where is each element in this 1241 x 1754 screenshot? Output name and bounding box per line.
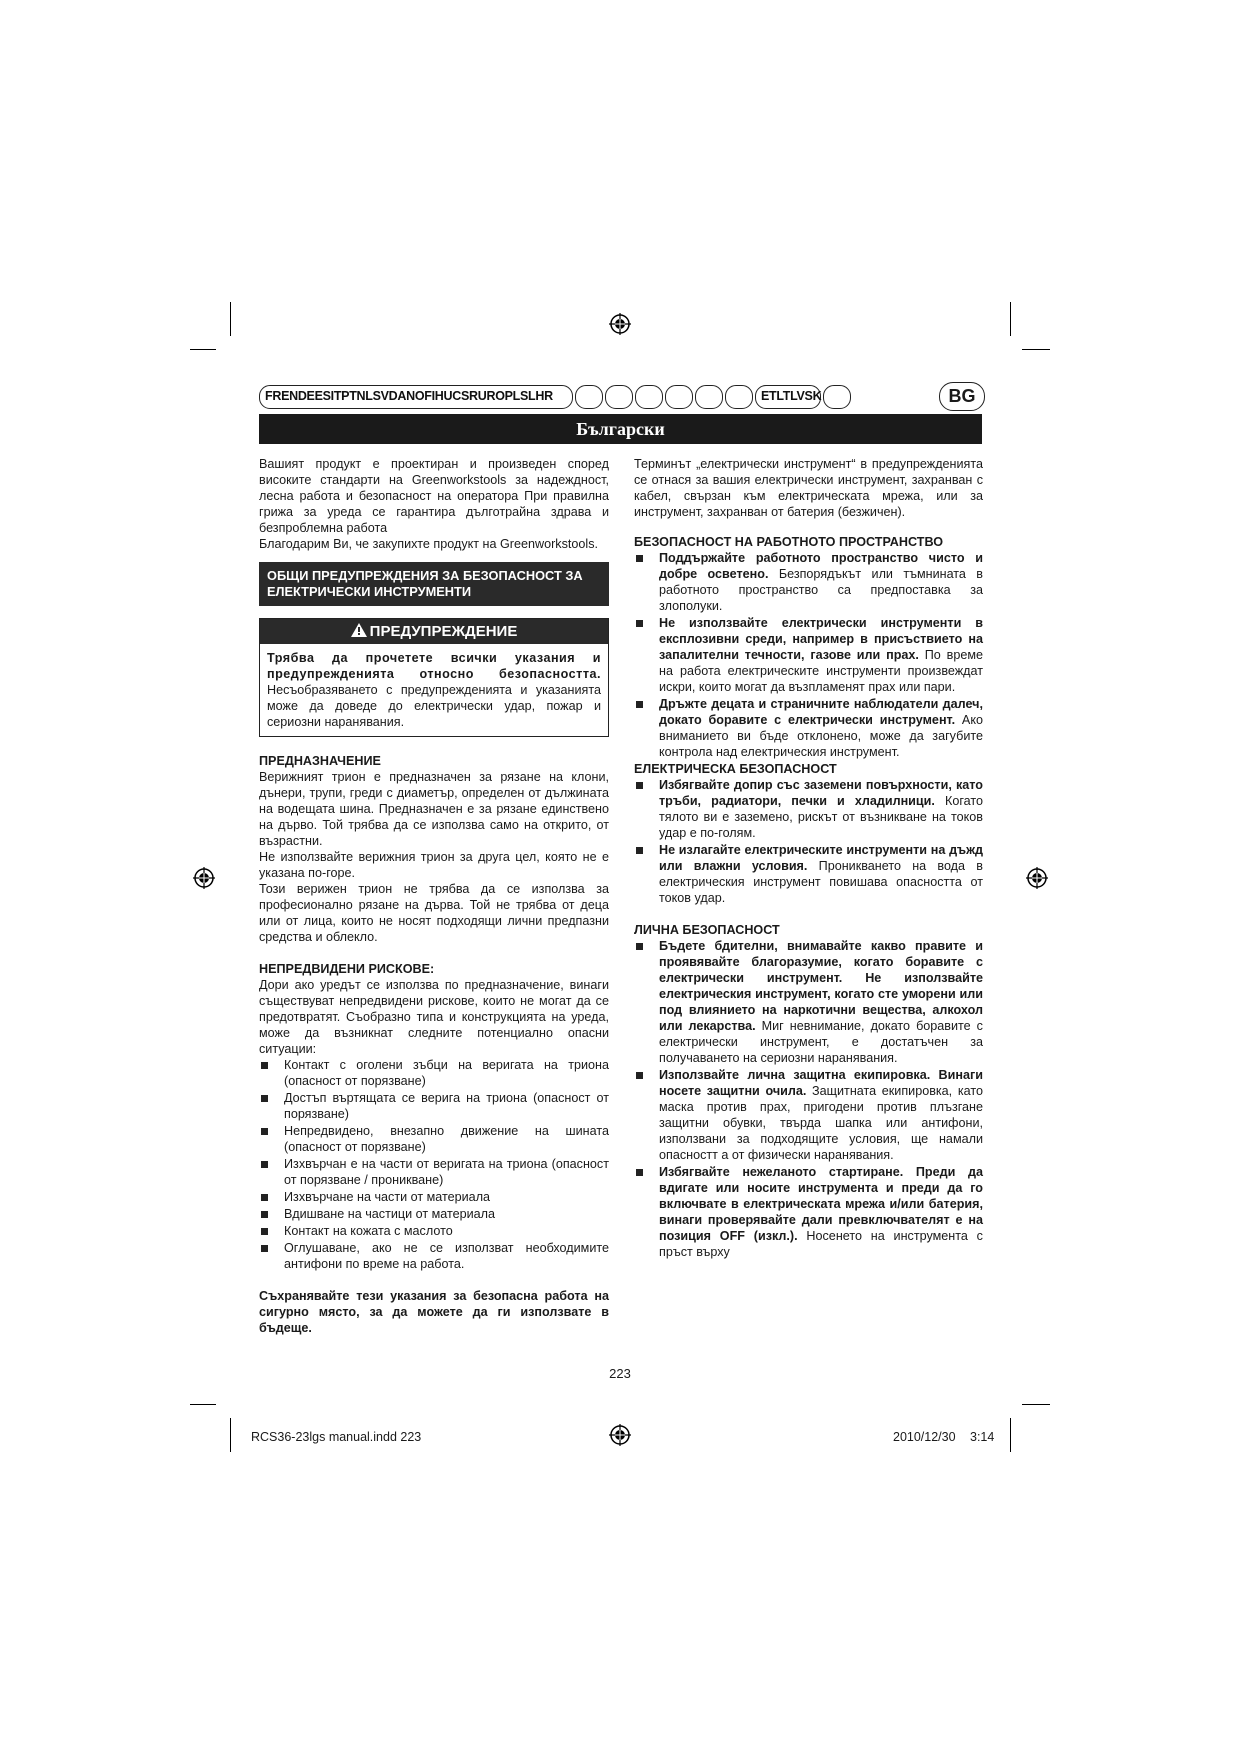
crop-mark xyxy=(230,1418,231,1452)
warning-body xyxy=(260,644,608,736)
thanks-paragraph: Благодарим Ви, че закупихте продукт на Greenworkstools. xyxy=(259,537,598,551)
term-paragraph: Терминът „електрически инструмент“ в предупрежденията се отнася за вашия електрически инструмент, захранван с кабел, свързан към електрическата мрежа, или за инструмент, захранван от батерия (безжичен). xyxy=(634,457,983,519)
crop-mark xyxy=(190,349,216,350)
list-item: Контакт на кожата с маслото xyxy=(259,1223,609,1239)
list-item: Достъп въртящата се верига на триона (опасност от порязване) xyxy=(259,1090,609,1122)
personal-title: ЛИЧНА БЕЗОПАСНОСТ xyxy=(634,923,780,937)
crop-mark xyxy=(230,302,231,336)
list-item: Непредвидено, внезапно движение на шината (опасност от порязване) xyxy=(259,1123,609,1155)
list-item: Не излагайте електрическите инструменти на дъжд или влажни условия. Проникването на вода в електрическия инструмент повишава опасността от токов удар. xyxy=(634,842,983,906)
purpose-paragraph: Този верижен трион не трябва да се използва за професионално рязане на дърва. Той не трябва от деца или от лица, които не носят подходящи лични предпазни средства и облекло. xyxy=(259,882,609,944)
page-title: Български xyxy=(259,414,982,444)
electric-title: ЕЛЕКТРИЧЕСКА БЕЗОПАСНОСТ xyxy=(634,762,837,776)
crop-mark xyxy=(1022,349,1050,350)
language-tab-pill xyxy=(725,385,753,409)
language-tabs xyxy=(259,385,985,409)
work-area-title: БЕЗОПАСНОСТ НА РАБОТНОТО ПРОСТРАНСТВО xyxy=(634,535,944,549)
warning-triangle-icon xyxy=(351,623,367,637)
list-item: Изхвърчан е на части от веригата на триона (опасност от порязване / проникване) xyxy=(259,1156,609,1188)
warning-header xyxy=(260,619,608,644)
list-item: Оглушаване, ако не се използват необходимите антифони по време на работа. xyxy=(259,1240,609,1272)
right-column xyxy=(634,456,983,1261)
language-tab-pill xyxy=(695,385,723,409)
risks-intro: Дори ако уредът се използва по предназначение, винаги съществуват непредвидени рискове, които не могат да се предотвратят. Съобразно типа и конструкцията на уреда, може да възникнат следните потенциално опасни ситуации: xyxy=(259,978,609,1056)
purpose-paragraph: Верижният трион е предназначен за рязане на клони, дънери, трупи, греди с диаметър, определен от дължината на водещата шина. Предназначен е за рязане единствено на дърво. Той трябва да се използва само на открито, от възрастни. xyxy=(259,770,609,848)
language-tab-pill xyxy=(665,385,693,409)
list-item: Избягвайте допир със заземени повърхности, като тръби, радиатори, печки и хладилници. Когато тялото ви е заземено, рискът от възникване на токов удар е по-голям. xyxy=(634,777,983,841)
language-tab-pill xyxy=(575,385,603,409)
risks-list xyxy=(259,1057,609,1272)
work-area-list xyxy=(634,550,983,760)
language-tab-pill xyxy=(605,385,633,409)
warning-text: Несъобразяването с предупрежденията и указанията може да доведе до електрически удар, пожар и сериозни наранявания. xyxy=(267,683,601,729)
footer-file: RCS36-23lgs manual.indd 223 xyxy=(251,1430,422,1444)
list-item: Изхвърчане на части от материала xyxy=(259,1189,609,1205)
page-number: 223 xyxy=(609,1366,631,1381)
warning-box xyxy=(259,618,609,737)
purpose-paragraph: Не използвайте верижния трион за друга цел, която не е указана по-горе. xyxy=(259,850,609,880)
registration-mark-icon xyxy=(609,1424,631,1446)
intro-paragraph: Вашият продукт е проектиран и произведен според високите стандарти на Greenworkstools за надеждност, лесна работа и безопасност на оператора При правилна грижа за уреда се гарантира дълготрайна здрава и безпроблемна работа xyxy=(259,457,609,535)
list-item: Избягвайте нежеланото стартиране. Преди да вдигате или носите инструмента и преди да го включвате в електрическата мрежа и/или батерия, винаги проверявайте дали превключвателят е на позиция OFF (изкл.). Носенето на инструмента с пръст върху xyxy=(634,1164,983,1260)
registration-mark-icon xyxy=(609,313,631,335)
risks-title: НЕПРЕДВИДЕНИ РИСКОВЕ: xyxy=(259,962,435,976)
crop-mark xyxy=(1010,1418,1011,1452)
crop-mark xyxy=(1022,1404,1050,1405)
registration-mark-icon xyxy=(1026,867,1048,889)
crop-mark xyxy=(190,1404,216,1405)
list-item: Не използвайте електрически инструменти в експлозивни среди, например в присъствието на запалителни течности, газове или прах. По време на работа електрическите инструменти произвеждат искри, които могат да възпламенят прах или пари. xyxy=(634,615,983,695)
personal-list xyxy=(634,938,983,1260)
warning-title: ПРЕДУПРЕЖДЕНИЕ xyxy=(369,623,518,640)
list-item: Поддържайте работното пространство чисто и добре осветено. Безпорядъкът или тъмнината в работното пространство са предпоставка за злополуки. xyxy=(634,550,983,614)
general-warnings-header: ОБЩИ ПРЕДУПРЕЖДЕНИЯ ЗА БЕЗОПАСНОСТ ЗА ЕЛЕКТРИЧЕСКИ ИНСТРУМЕНТИ xyxy=(259,562,609,606)
registration-mark-icon xyxy=(193,867,215,889)
language-tab-pill xyxy=(635,385,663,409)
list-item: Бъдете бдителни, внимавайте какво правите и проявявайте благоразумие, когато боравите с електрически инструмент. Не използвайте електрическия инструмент, когато сте уморени или под влиянието на наркотични вещества, алкохол или лекарства. Миг невнимание, докато боравите с електрически инструмент, е достатъчен за получаването на сериозни наранявания. xyxy=(634,938,983,1066)
footer-date: 2010/12/30 xyxy=(893,1430,956,1444)
language-tab-group-1: FRENDEESITPTNLSVDANOFIHUCSRUROPLSLHR xyxy=(265,389,553,403)
language-tab-pill xyxy=(823,385,851,409)
purpose-title: ПРЕДНАЗНАЧЕНИЕ xyxy=(259,754,381,768)
left-column xyxy=(259,456,609,1336)
list-item: Дръжте децата и страничните наблюдатели далеч, докато боравите с електрически инструмент. Ако вниманието ви бъде отклонено, може да загубите контрола над електрическия инструмент. xyxy=(634,696,983,760)
list-item: Вдишване на частици от материала xyxy=(259,1206,609,1222)
language-tab-group-2: ETLTLVSK xyxy=(761,389,822,403)
keep-note: Съхранявайте тези указания за безопасна работа на сигурно място, за да можете да ги използвате в бъдеще. xyxy=(259,1289,609,1335)
crop-mark xyxy=(1010,302,1011,336)
warning-bold-text: Трябва да прочетете всички указания и предупрежденията относно безопасността. xyxy=(267,651,601,681)
footer-time: 3:14 xyxy=(970,1430,995,1444)
list-item: Контакт с оголени зъбци на веригата на триона (опасност от порязване) xyxy=(259,1057,609,1089)
list-item: Използвайте лична защитна екипировка. Винаги носете защитни очила. Защитната екипировка, като маска против прах, пригодени против плъзгане защитни обувки, твърда шапка или антифони, използвани за подходящите условия, ще намали опасностт а от физически наранявания. xyxy=(634,1067,983,1163)
language-tab-active: BG xyxy=(939,382,985,411)
electric-list xyxy=(634,777,983,906)
